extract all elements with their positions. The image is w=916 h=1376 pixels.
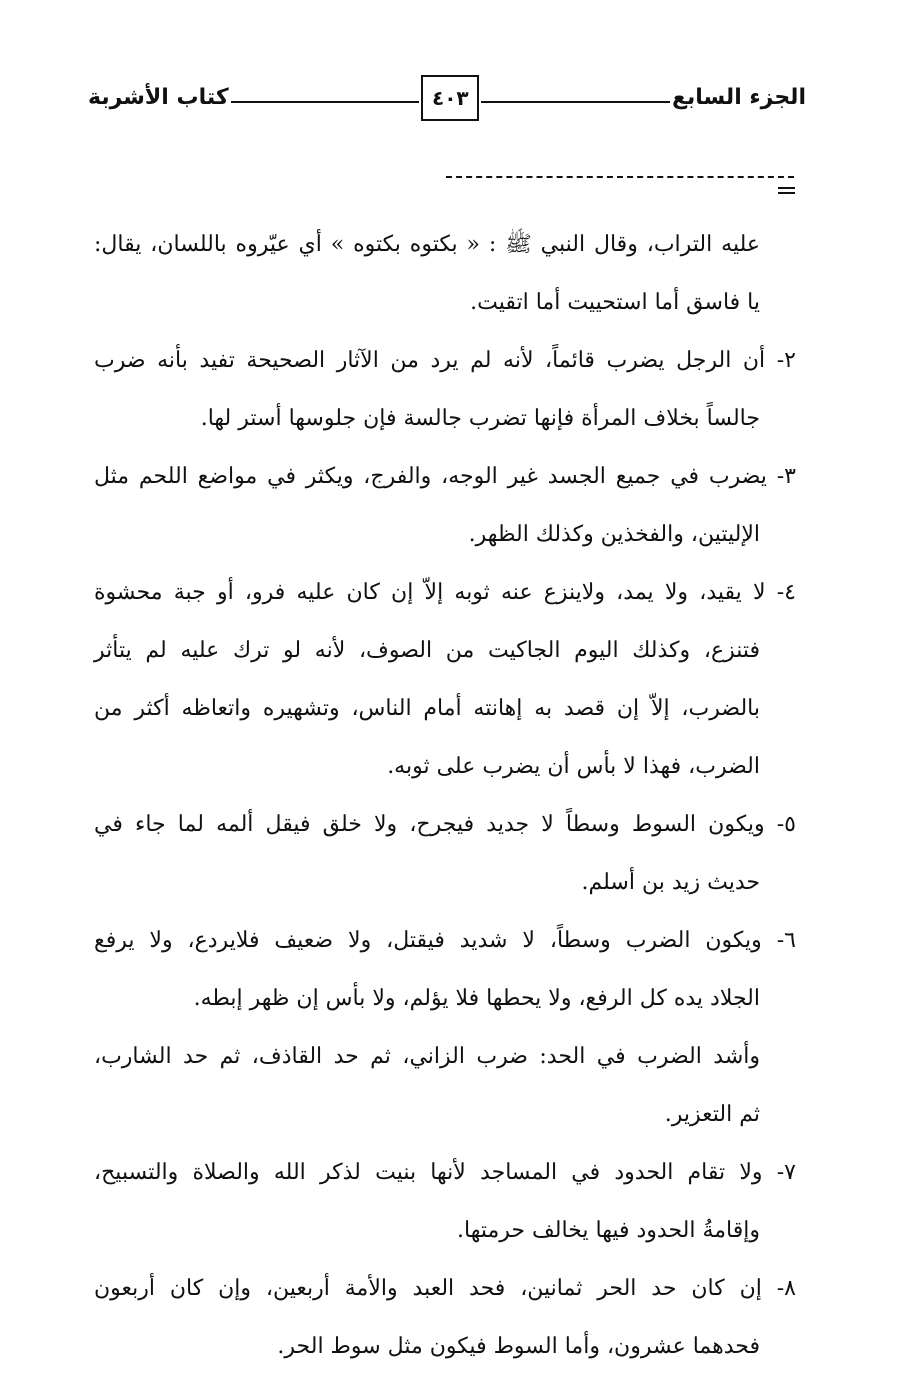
part-title: الجزء السابع — [672, 85, 806, 110]
text-line: فحدهما عشرون، وأما السوط فيكون مثل سوط الحر. — [277, 1334, 760, 1359]
book-title: كتاب الأشربة — [88, 85, 229, 110]
footnote-separator — [446, 176, 794, 178]
list-item-8-line: ٨- إن كان حد الحر ثمانين، فحد العبد والأمة أربعين، وإن كان أربعون — [94, 1276, 796, 1301]
text-line: وأشد الضرب في الحد: ضرب الزاني، ثم حد القاذف، ثم حد الشارب، — [94, 1044, 760, 1069]
text-line: فتنزع، وكذلك اليوم الجاكيت من الصوف، لأنه لو ترك عليه لم يتأثر — [94, 638, 760, 663]
text-line: الإليتين، والفخذين وكذلك الظهر. — [468, 522, 760, 547]
page-number: ٤٠٣ — [432, 86, 469, 110]
text-line: بالضرب، إلاّ إن قصد به إهانته أمام الناس، وتشهيره واتعاظه أكثر من — [94, 696, 760, 721]
header-rule-left — [231, 101, 420, 103]
text-line: الجلاد يده كل الرفع، ولا يحطها فلا يؤلم، ولا بأس إن ظهر إبطه. — [193, 986, 760, 1011]
text-line: حديث زيد بن أسلم. — [581, 870, 760, 895]
text-line: عليه التراب، وقال النبي ﷺ : « بكتوه بكتوه » أي عيّروه باللسان، يقال: — [94, 232, 760, 257]
text-line: يا فاسق أما استحييت أما اتقيت. — [470, 290, 760, 315]
running-header — [88, 70, 806, 126]
text-line: جالساً بخلاف المرأة فإنها تضرب جالسة فإن جلوسها أستر لها. — [200, 406, 760, 431]
text-line: ثم التعزير. — [664, 1102, 760, 1127]
header-rule-right — [481, 101, 670, 103]
text-line: وإقامةُ الحدود فيها يخالف حرمتها. — [457, 1218, 760, 1243]
list-item-5-line: ٥- ويكون السوط وسطاً لا جديد فيجرح، ولا خلق فيقل ألمه لما جاء في — [94, 812, 796, 837]
page-number-box — [421, 75, 479, 121]
list-item-4-line: ٤- لا يقيد، ولا يمد، ولاينزع عنه ثوبه إلاّ إن كان عليه فرو، أو جبة محشوة — [94, 580, 796, 605]
list-item-2-line: ٢- أن الرجل يضرب قائماً، لأنه لم يرد من الآثار الصحيحة تفيد بأنه ضرب — [94, 348, 796, 373]
list-item-6-line: ٦- ويكون الضرب وسطاً، لا شديد فيقتل، ولا ضعيف فلايردع، ولا يرفع — [94, 928, 796, 953]
text-line: الضرب، فهذا لا بأس أن يضرب على ثوبه. — [387, 754, 760, 779]
list-item-7-line: ٧- ولا تقام الحدود في المساجد لأنها بنيت لذكر الله والصلاة والتسبيح، — [94, 1160, 796, 1185]
list-item-3-line: ٣- يضرب في جميع الجسد غير الوجه، والفرج، ويكثر في مواضع اللحم مثل — [94, 464, 796, 489]
separator-mark — [778, 187, 795, 197]
page-body — [94, 216, 796, 1376]
